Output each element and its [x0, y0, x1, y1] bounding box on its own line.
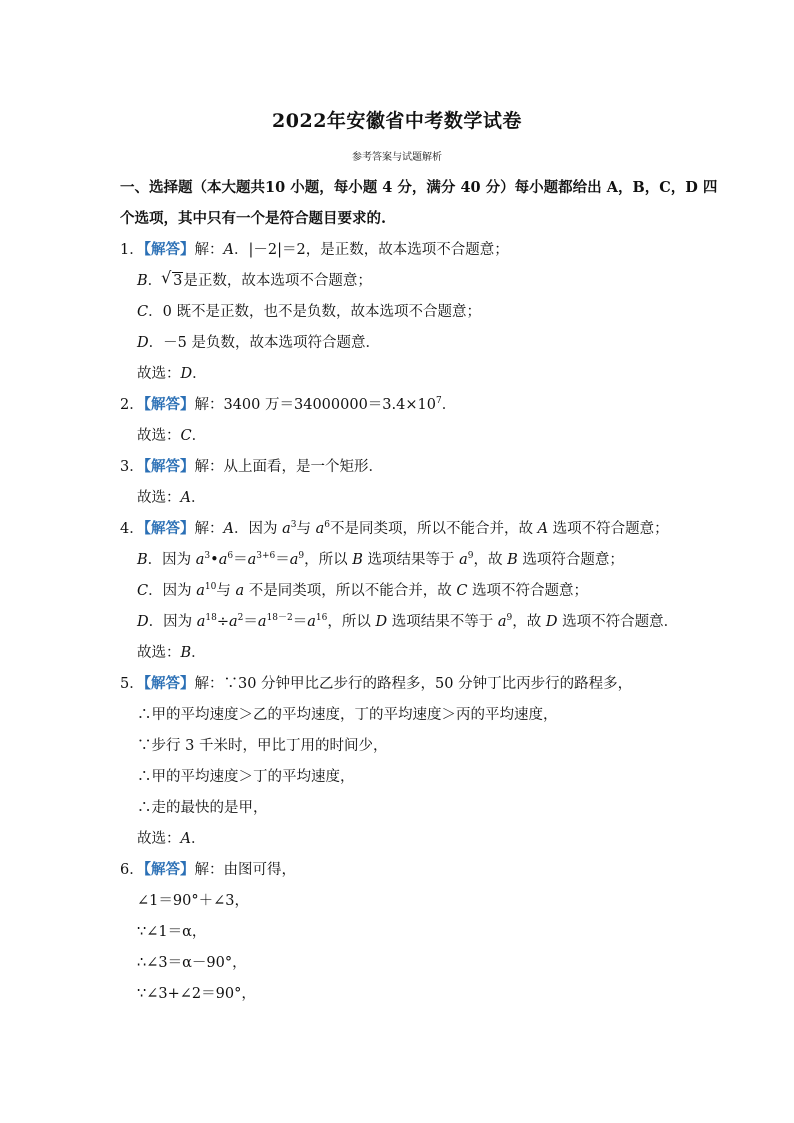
q6-line-3: ∴∠3＝α－90°，: [137, 955, 247, 971]
q3-answer: 故选：A．: [137, 490, 206, 506]
jie-label: 解：: [194, 459, 224, 475]
q1-option-b: 是正数，故本选项不合题意；: [183, 273, 372, 289]
jie-label: 解：: [194, 242, 224, 258]
q4-line-c: C．因为 $a^{10}$与 a 不是同类项，所以不能合并，故 C 选项不符合题意；: [137, 582, 589, 599]
option-label: B: [137, 273, 148, 289]
q4-line-b: B．因为 $a^3•a^6=a^{3+6}=a^9$，所以 B 选项结果等于 $a^9$，故 B 选项符合题意；: [137, 551, 624, 568]
q4-line-d: D．因为 $a^{18}\div a^2=a^{18-2}=a^{16}$，所以 D 选项结果不等于 $a^9$，故 D 选项不符合题意．: [137, 613, 679, 630]
q5-line-1: 5．【解答】解：∵30 分钟甲比乙步行的路程多，50 分钟丁比丙步行的路程多，: [120, 675, 633, 692]
answer-tag: 【解答】: [143, 520, 195, 537]
q6-number: 6．: [120, 862, 144, 878]
answer-tag: 【解答】: [143, 675, 195, 692]
q4-number: 4．: [120, 521, 144, 537]
q4-line-a: 4．【解答】解：A．因为 $a^3$与 $a^6$不是同类项，所以不能合并，故 A 选项不符合题意；: [120, 520, 669, 537]
q6-line-4: ∵∠3+∠2＝90°，: [137, 986, 256, 1002]
q3-text: 从上面看，是一个矩形．: [223, 459, 383, 475]
q4-answer: 故选：B．: [137, 645, 206, 661]
q6-line-0: 6．【解答】解：由图可得，: [120, 861, 296, 878]
q3-line: [120, 457, 383, 477]
q2-answer: 故选：C．: [137, 428, 207, 444]
q1-number: 1．: [120, 242, 144, 258]
q1-line-d: [137, 333, 380, 353]
option-label: D: [137, 335, 149, 351]
jie-label: 解：: [194, 676, 224, 692]
q1-option-d: ．－5 是负数，故本选项符合题意．: [148, 335, 380, 351]
q2-text: 3400 万＝34000000＝3.4×10: [223, 397, 436, 413]
option-label: C: [137, 304, 149, 320]
q2-line: 2．【解答】解：3400 万$=34000000=3.4\times 10^7$．: [120, 396, 457, 413]
q5-line-4: ∴甲的平均速度＞丁的平均速度，: [137, 769, 355, 785]
jie-label: 解：: [194, 397, 224, 413]
option-label: A: [223, 242, 234, 258]
q1-line-c: [137, 302, 481, 322]
q5-line-3: ∵步行 3 千米时，甲比丁用的时间少，: [137, 738, 388, 754]
q2-number: 2．: [120, 397, 144, 413]
jie-label: 解：: [194, 862, 224, 878]
q1-option-c: ．0 既不是正数，也不是负数，故本选项不合题意；: [148, 304, 481, 320]
section-heading-line-2: 个选项，其中只有一个是符合题目要求的.: [120, 210, 387, 227]
q5-answer: 故选：A．: [137, 831, 206, 847]
q1-line-b: B．√ 3是正数，故本选项不合题意；: [137, 271, 372, 291]
answer-tag: 【解答】: [143, 241, 195, 258]
document-title: 2022年安徽省中考数学试卷: [272, 110, 522, 132]
q6-line-2: ∵∠1＝α，: [137, 924, 207, 940]
section-heading-line-1: 一、选择题（本大题共10 小题，每小题 4 分，满分 40 分）每小题都给出 A，B，C，D 四: [120, 179, 718, 196]
answer-tag: 【解答】: [143, 458, 195, 475]
q5-number: 5．: [120, 676, 144, 692]
sqrt-expression: √ 3: [162, 271, 183, 291]
q6-line-1: ∠1＝90°＋∠3，: [137, 893, 249, 909]
q5-line-2: ∴甲的平均速度＞乙的平均速度，丁的平均速度＞丙的平均速度，: [137, 707, 558, 723]
q3-number: 3．: [120, 459, 144, 475]
q1-line-a: [120, 240, 509, 260]
answer-tag: 【解答】: [143, 396, 195, 413]
answer-tag: 【解答】: [143, 861, 195, 878]
q1-answer: 故选：D．: [137, 366, 207, 382]
document-subtitle: 参考答案与试题解析: [352, 152, 442, 163]
jie-label: 解：: [194, 521, 224, 537]
q5-line-5: ∴走的最快的是甲，: [137, 800, 268, 816]
q1-option-a: ．|－2|＝2，是正数，故本选项不合题意；: [233, 242, 509, 258]
